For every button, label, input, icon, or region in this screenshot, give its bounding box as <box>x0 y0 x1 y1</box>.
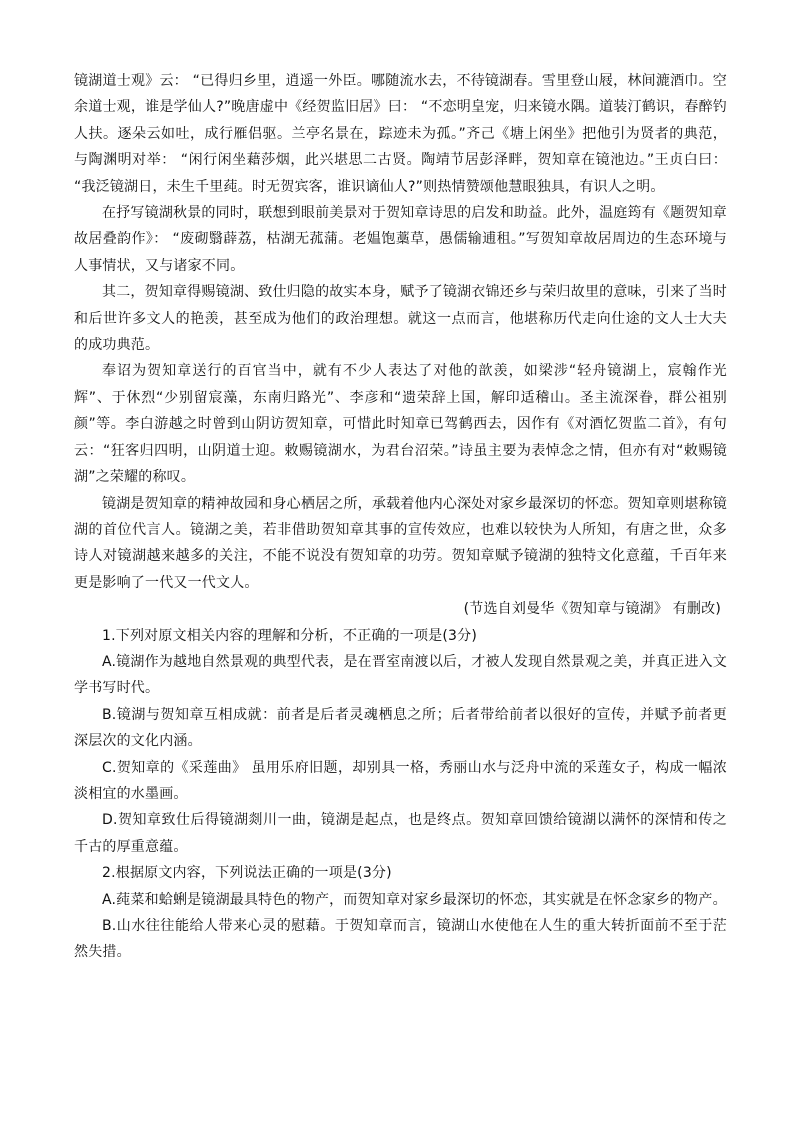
option-b: B.镜湖与贺知章互相成就：前者是后者灵魂栖息之所；后者带给前者以很好的宣传，并赋予前者更深层次的文化内涵。 <box>74 706 727 750</box>
question-1 <box>74 623 727 861</box>
option-a: A.莼菜和蛤蜊是镜湖最具特色的物产，而贺知章对家乡最深切的怀恋，其实就是在怀念家乡的物产。 <box>102 891 727 908</box>
option-b: B.山水往往能给人带来心灵的慰藉。于贺知章而言，镜湖山水使他在人生的重大转折面前不至于茫然失措。 <box>74 918 727 961</box>
paragraph-5: 镜湖是贺知章的精神故园和身心栖居之所，承载着他内心深处对家乡最深切的怀恋。贺知章则堪称镜湖的首位代言人。镜湖之美，若非借助贺知章其事的宣传效应，也难以较快为人所知，有唐之世，众多诗人对镜湖越来越多的关注，不能不说没有贺知章的功劳。贺知章赋予镜湖的独特文化意蕴，千百年来更是影响了一代又一代文人。 <box>74 495 727 591</box>
option-c: C.贺知章的《采莲曲》 虽用乐府旧题，却别具一格，秀丽山水与泛舟中流的采莲女子，构成一幅浓淡相宜的水墨画。 <box>74 759 727 802</box>
paragraph-3: 其二，贺知章得赐镜湖、致仕归隐的故实本身，赋予了镜湖衣锦还乡与荣归故里的意味，引来了当时和后世许多文人的艳羡，甚至成为他们的政治理想。就这一点而言，他堪称历代走向仕途的文人士大夫的成功典范。 <box>74 284 727 354</box>
question-2 <box>74 860 727 966</box>
paragraph-2: 在抒写镜湖秋景的同时，联想到眼前美景对于贺知章诗思的启发和助益。此外，温庭筠有《题贺知章故居叠韵作》： “废砌翳薜荔，枯湖无菰蒲。老媪饱藁草，愚儒输逋租。”写贺知章故居周边的生态环境与人事情状，又与诸家不同。 <box>74 205 727 274</box>
paragraph-1: 镜湖道士观》云： “已得归乡里，逍遥一外臣。哪随流水去，不待镜湖春。雪里登山屐，林间漉酒巾。空余道士观，谁是学仙人?”晚唐虚中《经贺监旧居》曰： “不恋明皇宠，归来镜水隅。道装汀鹤识，春醉钓人扶。逐朵云如吐，成行雁侣驱。兰亭名景在，踪迹未为孤。”齐己《塘上闲坐》把他引为贤者的典范，与陶渊明对举： “闲行闲坐藉莎烟，此兴堪思二古贤。陶靖节居彭泽畔，贺知章在镜池边。”王贞白曰： “我泛镜湖日，未生千里莼。时无贺宾客，谁识谪仙人?”则热情赞颂他慧眼独具，有识人之明。 <box>74 73 727 195</box>
option-a: A.镜湖作为越地自然景观的典型代表，是在晋室南渡以后，才被人发现自然景观之美，并真正进入文学书写时代。 <box>74 653 727 697</box>
paragraph-4: 奉诏为贺知章送行的百官当中，就有不少人表达了对他的歆羡，如梁涉“轻舟镜湖上，宸翰作光辉”、于休烈“少别留宸藻，东南归路光”、李彦和“遗荣辞上国，解印适稽山。圣主流深眷，群公祖别颜”等。李白游越之时曾到山阴访贺知章，可惜此时知章已驾鹤西去，因作有《对酒忆贺监二首》，有句云：“狂客归四明，山阴道士迎。敕赐镜湖水，为君台沼荣。”诗虽主要为表悼念之情，但亦有对“敕赐镜湖”之荣耀的称叹。 <box>74 363 727 486</box>
document-page <box>74 68 727 966</box>
question-stem: 2.根据原文内容，下列说法正确的一项是(3分) <box>102 865 392 882</box>
source-citation: (节选自刘曼华《贺知章与镜湖》 有删改) <box>463 601 721 618</box>
question-stem: 1.下列对原文相关内容的理解和分析，不正确的一项是(3分) <box>102 627 477 644</box>
option-d: D.贺知章致仕后得镜湖剡川一曲，镜湖是起点，也是终点。贺知章回馈给镜湖以满怀的深情和传之千古的厚重意蕴。 <box>74 812 727 855</box>
